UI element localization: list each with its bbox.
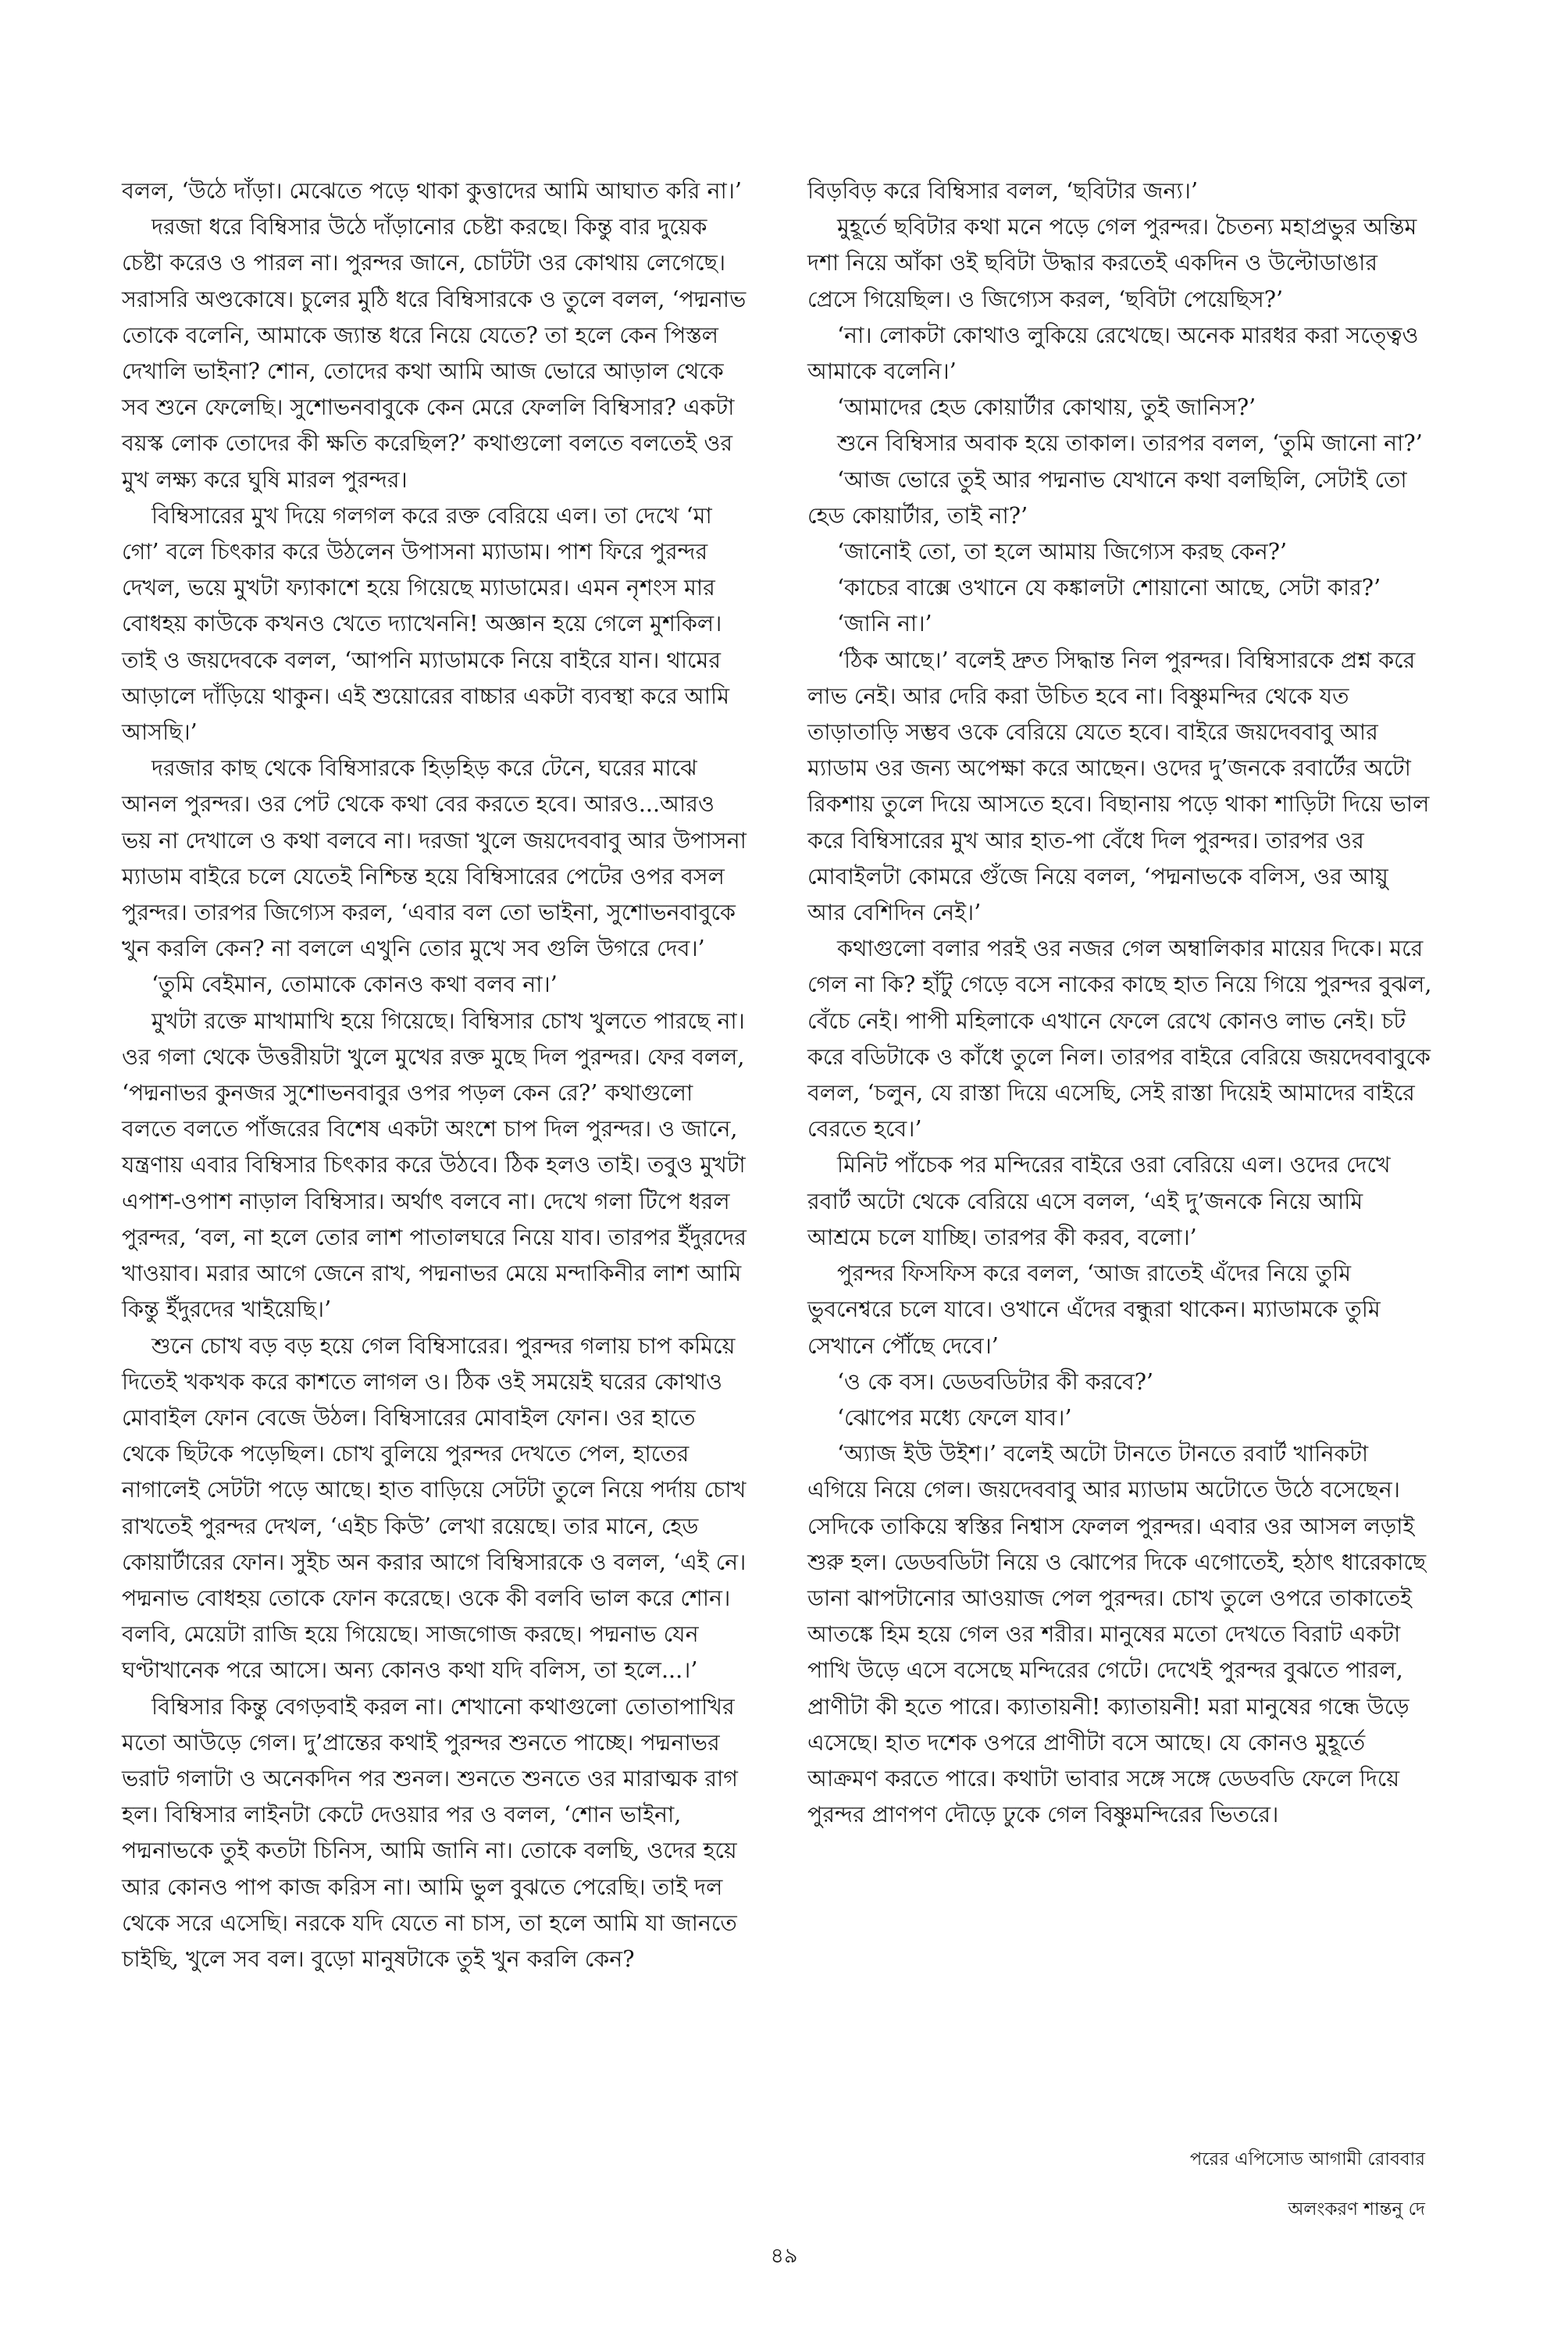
paragraph: বলল, ‘উঠে দাঁড়া। মেঝেতে পড়ে থাকা কুত্তাদের আমি আঘাত করি না।’ [122,178,742,204]
paragraph: কথাগুলো বলার পরই ওর নজর গেল অম্বালিকার মায়ের দিকে। মরে গেল না কি? হাঁটু গেড়ে বসে নাকের কাছে হাত নিয়ে গিয়ে পুরন্দর বুঝল, বেঁচে নেই। পাপী মহিলাকে এখানে ফেলে রেখে কোনও লাভ নেই। চট করে বডিটাকে ও কাঁধে তুলে নিল। তারপর বাইরে বেরিয়ে জয়দেববাবুকে বলল, ‘চলুন, যে রাস্তা দিয়ে এসেছি, সেই রাস্তা দিয়েই আমাদের বাইরে বেরতে হবে।’ [807,936,1432,1143]
paragraph: ‘জানোই তো, তা হলে আমায় জিগ্যেস করছ কেন?’ [837,539,1288,565]
paragraph: ‘কাচের বাক্সে ওখানে যে কঙ্কালটা শোয়ানো আছে, সেটা কার?’ [837,575,1381,601]
paragraph: বিম্বিসারের মুখ দিয়ে গলগল করে রক্ত বেরিয়ে এল। তা দেখে ‘মা গো’ বলে চিৎকার করে উঠলেন উপাসনা ম্যাডাম। পাশ ফিরে পুরন্দর দেখল, ভয়ে মুখটা ফ্যাকাশে হয়ে গিয়েছে ম্যাডামের। এমন নৃশংস মার বোধহয় কাউকে কখনও খেতে দ্যাখেননি! অজ্ঞান হয়ে গেলে মুশকিল। তাই ও জয়দেবকে বলল, ‘আপনি ম্যাডামকে নিয়ে বাইরে যান। থামের আড়ালে দাঁড়িয়ে থাকুন। এই শুয়োরের বাচ্চার একটা ব্যবস্থা করে আমি আসছি।’ [122,502,730,746]
paragraph: বিম্বিসার কিন্তু বেগড়বাই করল না। শেখানো কথাগুলো তোতাপাখির মতো আউড়ে গেল। দু’প্রান্তের কথাই পুরন্দর শুনতে পাচ্ছে। পদ্মনাভর ভরাট গলাটা ও অনেকদিন পর শুনল। শুনতে শুনতে ওর মারাত্মক রাগ হল। বিম্বিসার লাইনটা কেটে দেওয়ার পর ও বলল, ‘শোন ভাইনা, পদ্মনাভকে তুই কতটা চিনিস, আমি জানি না। তোকে বলছি, ওদের হয়ে আর কোনও পাপ কাজ করিস না। আমি ভুল বুঝতে পেরেছি। তাই দল থেকে সরে এসেছি। নরকে যদি যেতে না চাস, তা হলে আমি যা জানতে চাইছি, খুলে সব বল। বুড়ো মানুষটাকে তুই খুন করলি কেন? [122,1693,738,1972]
paragraph: ‘তুমি বেইমান, তোমাকে কোনও কথা বলব না।’ [151,972,558,998]
paragraph: মুখটা রক্তে মাখামাখি হয়ে গিয়েছে। বিম্বিসার চোখ খুলতে পারছে না। ওর গলা থেকে উত্তরীয়টা খুলে মুখের রক্ত মুছে দিল পুরন্দর। ফের বলল, ‘পদ্মনাভর কুনজর সুশোভনবাবুর ওপর পড়ল কেন রে?’ কথাগুলো বলতে বলতে পাঁজরের বিশেষ একটা অংশে চাপ দিল পুরন্দর। ও জানে, যন্ত্রণায় এবার বিম্বিসার চিৎকার করে উঠবে। ঠিক হলও তাই। তবুও মুখটা এপাশ-ওপাশ নাড়াল বিম্বিসার। অর্থাৎ বলবে না। দেখে গলা টিপে ধরল পুরন্দর, ‘বল, না হলে তোর লাশ পাতালঘরে নিয়ে যাব। তারপর ইঁদুরদের খাওয়াব। মরার আগে জেনে রাখ, পদ্মনাভর মেয়ে মন্দাকিনীর লাশ আমি কিন্তু ইঁদুরদের খাইয়েছি।’ [122,1007,747,1323]
right-column [807,173,1432,1833]
paragraph: ‘জানি না।’ [837,611,932,637]
paragraph: ‘আমাদের হেড কোয়ার্টার কোথায়, তুই জানিস?’ [837,394,1256,421]
illustration-credit: অলংকরণ শান্তনু দে [1288,2199,1425,2220]
paragraph: দরজার কাছ থেকে বিম্বিসারকে হিড়হিড় করে টেনে, ঘরের মাঝে আনল পুরন্দর। ওর পেট থেকে কথা বের করতে হবে। আরও...আরও ভয় না দেখালে ও কথা বলবে না। দরজা খুলে জয়দেববাবু আর উপাসনা ম্যাডাম বাইরে চলে যেতেই নিশ্চিন্ত হয়ে বিম্বিসারের পেটের ওপর বসল পুরন্দর। তারপর জিগ্যেস করল, ‘এবার বল তো ভাইনা, সুশোভনবাবুকে খুন করলি কেন? না বললে এখুনি তোর মুখে সব গুলি উগরে দেব।’ [122,755,747,962]
paragraph: মিনিট পাঁচেক পর মন্দিরের বাইরে ওরা বেরিয়ে এল। ওদের দেখে রবার্ট অটো থেকে বেরিয়ে এসে বলল, ‘এই দু’জনকে নিয়ে আমি আশ্রমে চলে যাচ্ছি। তারপর কী করব, বলো।’ [807,1152,1391,1250]
paragraph: ‘ও কে বস। ডেডবডিটার কী করবে?’ [837,1368,1154,1395]
left-column [122,173,747,1977]
paragraph: পুরন্দর ফিসফিস করে বলল, ‘আজ রাতেই এঁদের নিয়ে তুমি ভুবনেশ্বরে চলে যাবে। ওখানে এঁদের বন্ধুরা থাকেন। ম্যাডামকে তুমি সেখানে পৌঁছে দেবে।’ [807,1261,1381,1359]
paragraph: ‘না। লোকটা কোথাও লুকিয়ে রেখেছে। অনেক মারধর করা সত্ত্বেও আমাকে বলেনি।’ [807,322,1419,385]
paragraph: শুনে বিম্বিসার অবাক হয়ে তাকাল। তারপর বলল, ‘তুমি জানো না?’ [837,430,1423,457]
paragraph: ‘ঝোপের মধ্যে ফেলে যাব।’ [837,1404,1072,1431]
paragraph: ‘অ্যাজ ইউ উইশ।’ বলেই অটো টানতে টানতে রবার্ট খানিকটা এগিয়ে নিয়ে গেল। জয়দেববাবু আর ম্যাডাম অটোতে উঠে বসেছেন। সেদিকে তাকিয়ে স্বস্তির নিশ্বাস ফেলল পুরন্দর। এবার ওর আসল লড়াই শুরু হল। ডেডবডিটা নিয়ে ও ঝোপের দিকে এগোতেই, হঠাৎ ধারেকাছে ডানা ঝাপটানোর আওয়াজ পেল পুরন্দর। চোখ তুলে ওপরে তাকাতেই আতঙ্কে হিম হয়ে গেল ওর শরীর। মানুষের মতো দেখতে বিরাট একটা পাখি উড়ে এসে বসেছে মন্দিরের গেটে। দেখেই পুরন্দর বুঝতে পারল, প্রাণীটা কী হতে পারে। ক্যাতায়নী! ক্যাতায়নী! মরা মানুষের গন্ধে উড়ে এসেছে। হাত দশেক ওপরে প্রাণীটা বসে আছে। যে কোনও মুহূর্তে আক্রমণ করতে পারে। কথাটা ভাবার সঙ্গে সঙ্গে ডেডবডি ফেলে দিয়ে পুরন্দর প্রাণপণ দৌড়ে ঢুকে গেল বিষ্ণুমন্দিরের ভিতরে। [807,1441,1427,1828]
paragraph: ‘আজ ভোরে তুই আর পদ্মনাভ যেখানে কথা বলছিলি, সেটাই তো হেড কোয়ার্টার, তাই না?’ [807,466,1407,529]
paragraph: শুনে চোখ বড় বড় হয়ে গেল বিম্বিসারের। পুরন্দর গলায় চাপ কমিয়ে দিতেই খকখক করে কাশতে লাগল ও। ঠিক ওই সময়েই ঘরের কোথাও মোবাইল ফোন বেজে উঠল। বিম্বিসারের মোবাইল ফোন। ওর হাতে থেকে ছিটকে পড়েছিল। চোখ বুলিয়ে পুরন্দর দেখতে পেল, হাতের নাগালেই সেটটা পড়ে আছে। হাত বাড়িয়ে সেটটা তুলে নিয়ে পর্দায় চোখ রাখতেই পুরন্দর দেখল, ‘এইচ কিউ’ লেখা রয়েছে। তার মানে, হেড কোয়ার্টারের ফোন। সুইচ অন করার আগে বিম্বিসারকে ও বলল, ‘এই নে। পদ্মনাভ বোধহয় তোকে ফোন করেছে। ওকে কী বলবি ভাল করে শোন। বলবি, মেয়েটা রাজি হয়ে গিয়েছে। সাজগোজ করছে। পদ্মনাভ যেন ঘণ্টাখানেক পরে আসে। অন্য কোনও কথা যদি বলিস, তা হলে...।’ [122,1332,747,1684]
paragraph: মুহূর্তে ছবিটার কথা মনে পড়ে গেল পুরন্দর। চৈতন্য মহাপ্রভুর অন্তিম দশা নিয়ে আঁকা ওই ছবিটা উদ্ধার করতেই একদিন ও উল্টোডাঙার প্রেসে গিয়েছিল। ও জিগ্যেস করল, ‘ছবিটা পেয়েছিস?’ [807,214,1417,312]
credits-block [941,2134,1425,2234]
paragraph: দরজা ধরে বিম্বিসার উঠে দাঁড়ানোর চেষ্টা করছে। কিন্তু বার দুয়েক চেষ্টা করেও ও পারল না। পুরন্দর জানে, চোটটা ওর কোথায় লেগেছে। সরাসরি অণ্ডকোষে। চুলের মুঠি ধরে বিম্বিসারকে ও তুলে বলল, ‘পদ্মনাভ তোকে বলেনি, আমাকে জ্যান্ত ধরে নিয়ে যেতে? তা হলে কেন পিস্তল দেখালি ভাইনা? শোন, তোদের কথা আমি আজ ভোরে আড়াল থেকে সব শুনে ফেলেছি। সুশোভনবাবুকে কেন মেরে ফেললি বিম্বিসার? একটা বয়স্ক লোক তোদের কী ক্ষতি করেছিল?’ কথাগুলো বলতে বলতেই ওর মুখ লক্ষ্য করে ঘুষি মারল পুরন্দর। [122,214,747,493]
paragraph: ‘ঠিক আছে।’ বলেই দ্রুত সিদ্ধান্ত নিল পুরন্দর। বিম্বিসারকে প্রশ্ন করে লাভ নেই। আর দেরি করা উচিত হবে না। বিষ্ণুমন্দির থেকে যত তাড়াতাড়ি সম্ভব ওকে বেরিয়ে যেতে হবে। বাইরে জয়দেববাবু আর ম্যাডাম ওর জন্য অপেক্ষা করে আছেন। ওদের দু’জনকে রবার্টের অটো রিকশায় তুলে দিয়ে আসতে হবে। বিছানায় পড়ে থাকা শাড়িটা দিয়ে ভাল করে বিম্বিসারের মুখ আর হাত-পা বেঁধে দিল পুরন্দর। তারপর ওর মোবাইলটা কোমরে গুঁজে নিয়ে বলল, ‘পদ্মনাভকে বলিস, ওর আয়ু আর বেশিদিন নেই।’ [807,647,1430,926]
paragraph: বিড়বিড় করে বিম্বিসার বলল, ‘ছবিটার জন্য।’ [807,178,1199,204]
page-number: ৪৯ [770,2244,798,2268]
next-episode-note: পরের এপিসোড আগামী রোববার [1189,2149,1425,2170]
